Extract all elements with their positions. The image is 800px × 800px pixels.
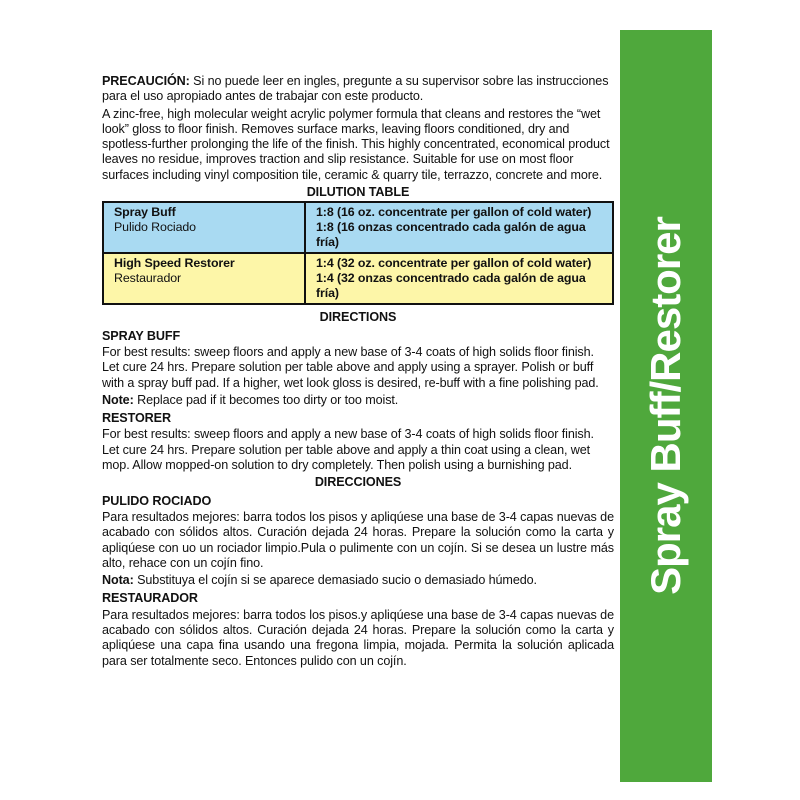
- table-cell-ratio: [305, 202, 613, 253]
- label-content: [102, 74, 614, 671]
- row-name-en: Spray Buff: [114, 205, 176, 220]
- restaurador-text: Para resultados mejores: barra todos los pisos.y apliqúese una base de 3-4 capas nuevas de acabado con sólidos altos. Curación dejada 24 horas. Prepare la solución como la carta y apliqúese una capa fina usando una fregona limpia, mojada. Permita la solución aplicada para ser totalmente seco. Entonces pulido con un cojín.: [102, 607, 614, 668]
- pulido-text: Para resultados mejores: barra todos los pisos y apliqúese una base de 3-4 capas nuevas de acabado con sólidos altos. Curación dejada 24 horas. Prepare la solución como la carta y apliqúese con uo un rociador limpio.Pula o pulimente con un cojín. Si se desea un lustre más alto, rehace con un cojín fino.: [102, 509, 614, 570]
- nota-label: Nota:: [102, 573, 134, 588]
- nota-text: Substituya el cojín si se aparece demasiado sucio o demasiado húmedo.: [137, 573, 537, 588]
- table-cell-name: [103, 253, 305, 304]
- precaution-paragraph: [102, 74, 614, 105]
- side-band: [620, 30, 712, 782]
- table-cell-ratio: [305, 253, 613, 304]
- pulido-note: [102, 573, 614, 588]
- precaution-text: Si no puede leer en ingles, pregunte a su supervisor sobre las instrucciones para el uso apropiado antes de trabajar con este producto.: [102, 74, 609, 104]
- row-name-es: Restaurador: [114, 271, 182, 286]
- restorer-heading: RESTORER: [102, 411, 171, 426]
- spray-buff-text: For best results: sweep floors and apply a new base of 3-4 coats of high solids floor finish. Let cure 24 hrs. Prepare solution per table above and apply using a sprayer. Polish or buff with a spray buff pad. If a higher, wet look gloss is desired, re-buff with a fine polishing pad.: [102, 344, 599, 390]
- direcciones-title: DIRECCIONES: [314, 475, 402, 490]
- restaurador-heading: RESTAURADOR: [102, 591, 198, 606]
- row-ratio-es: 1:8 (16 onzas concentrado cada galón de agua fría): [316, 220, 586, 250]
- precaution-label: PRECAUCIÓN:: [102, 74, 190, 88]
- spray-buff-heading: SPRAY BUFF: [102, 328, 181, 343]
- table-row: [103, 202, 613, 253]
- row-ratio-es: 1:4 (32 onzas concentrado cada galón de agua fría): [316, 271, 586, 301]
- product-description: A zinc-free, high molecular weight acrylic polymer formula that cleans and restores the “wet look” gloss to floor finish. Removes surface marks, leaving floors conditioned, dry and spotless-further prolonging the life of the finish. This highly concentrated, economical product leaves no residue, improves traction and slip resistance. Suitable for use on most floor surfaces including vinyl composition tile, ceramic & quarry tile, terrazzo, concrete and more.: [102, 106, 610, 182]
- note-text: Replace pad if it becomes too dirty or too moist.: [137, 392, 399, 407]
- row-ratio-en: 1:4 (32 oz. concentrate per gallon of cold water): [316, 256, 592, 271]
- side-title: Spray Buff/Restorer: [642, 217, 689, 595]
- pulido-heading: PULIDO ROCIADO: [102, 493, 212, 508]
- row-name-es: Pulido Rociado: [114, 220, 196, 235]
- table-row: [103, 253, 613, 304]
- directions-title: DIRECTIONS: [319, 310, 397, 325]
- dilution-table-title: DILUTION TABLE: [306, 185, 410, 200]
- row-name-en: High Speed Restorer: [114, 256, 235, 271]
- spray-buff-note: [102, 393, 614, 408]
- table-cell-name: [103, 202, 305, 253]
- note-label: Note:: [102, 392, 134, 407]
- restorer-text: For best results: sweep floors and apply a new base of 3-4 coats of high solids floor finish. Let cure 24 hrs. Prepare solution per table above and apply a thin coat using a clean, wet mop. Allow mopped-on solution to dry completely. Then polish using a burnishing pad.: [102, 427, 594, 473]
- dilution-table: [102, 201, 614, 305]
- row-ratio-en: 1:8 (16 oz. concentrate per gallon of cold water): [316, 205, 592, 220]
